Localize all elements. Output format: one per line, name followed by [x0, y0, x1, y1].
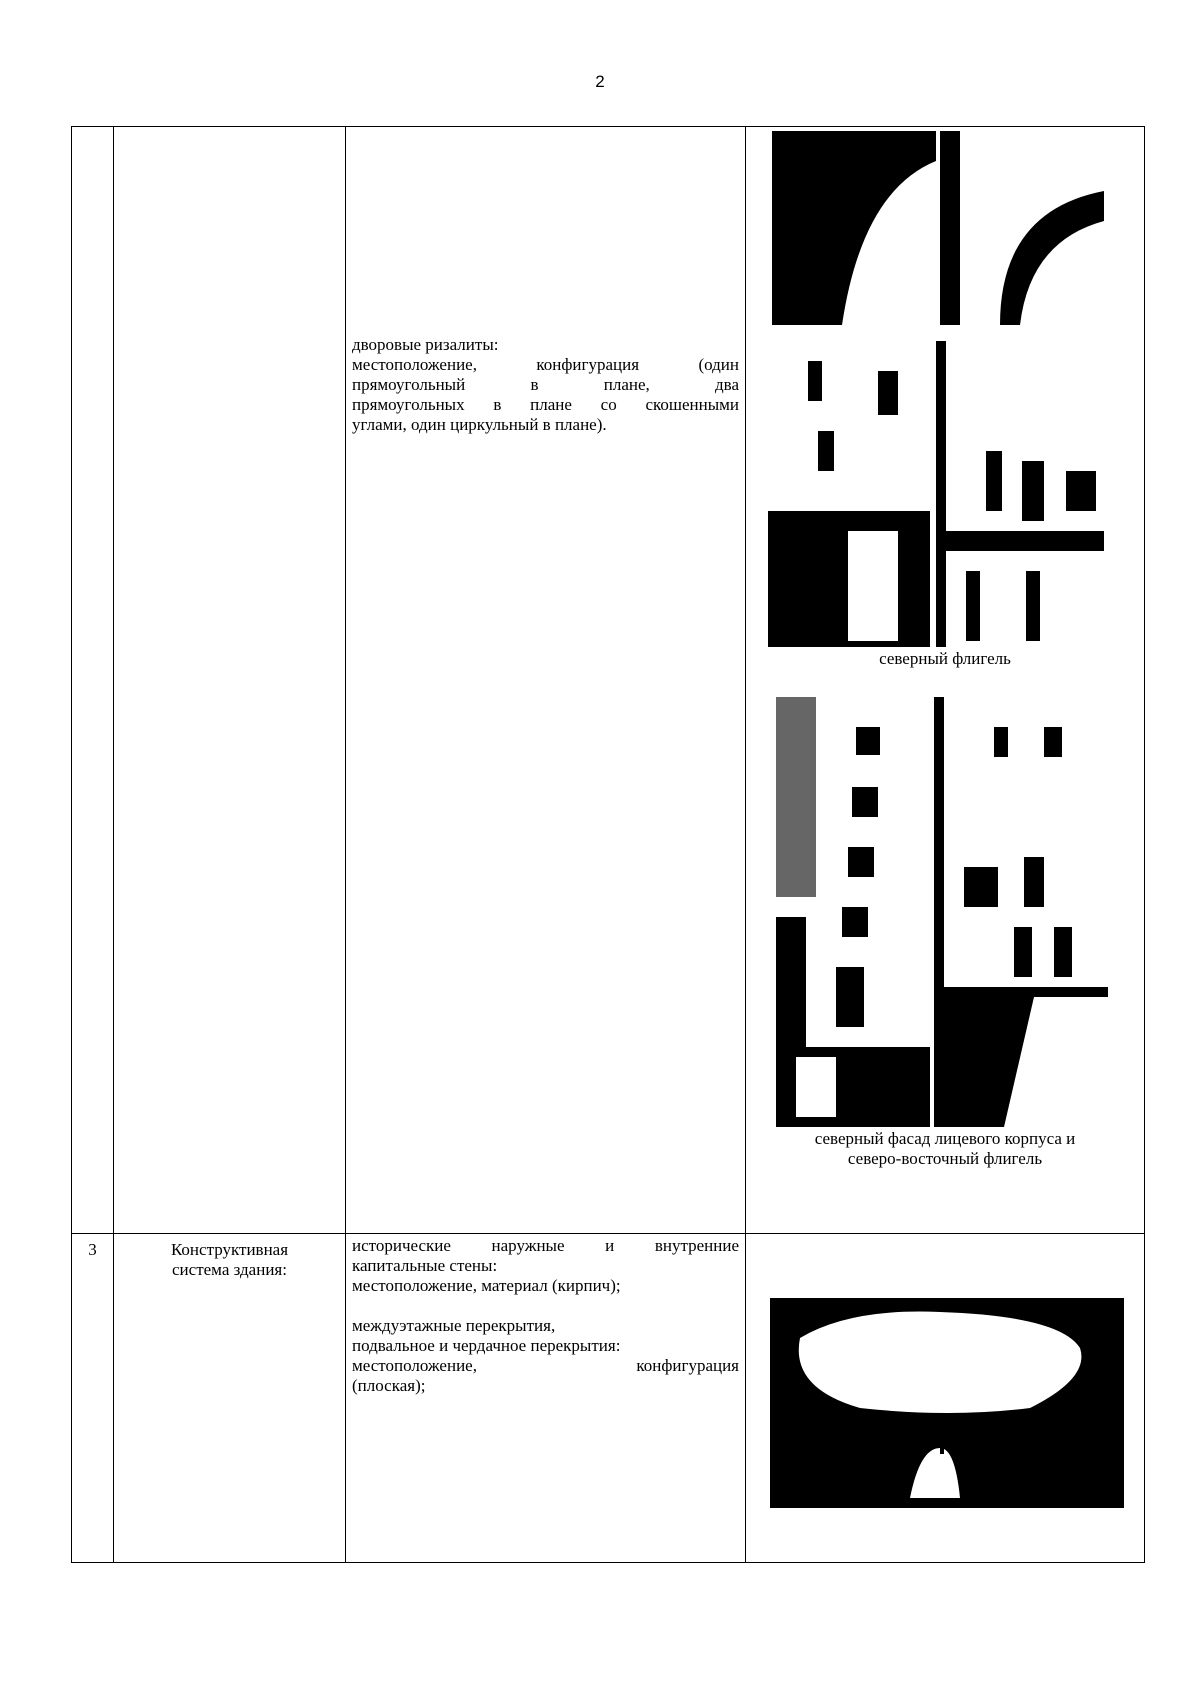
section-title-line: Конструктивная	[170, 1240, 289, 1259]
description-title: дворовые ризалиты:	[352, 335, 499, 354]
floors-line: местоположение, конфигурация	[352, 1356, 739, 1375]
caption-north-facade-line2: северо-восточный флигель	[847, 1149, 1043, 1168]
walls-line: местоположение, материал (кирпич);	[352, 1276, 621, 1295]
description-cell	[346, 1234, 746, 1563]
description-line: местоположение, конфигурация (один	[352, 355, 739, 374]
photo-arch-left	[772, 131, 936, 325]
courtyard-risalits-text	[352, 335, 739, 435]
monument-table	[71, 126, 1145, 1563]
floors-line: (плоская);	[352, 1376, 426, 1395]
photo-vaulted-ceiling	[770, 1298, 1124, 1508]
floors-line: междуэтажные перекрытия,	[352, 1316, 556, 1335]
photo-cell	[746, 1234, 1145, 1563]
table-row	[72, 1234, 1145, 1563]
section-title-line: система здания:	[172, 1260, 287, 1279]
row-number: 3	[72, 1234, 114, 1563]
description-line: прямоугольный в плане, два	[352, 375, 739, 394]
floors-line: подвальное и чердачное перекрытия:	[352, 1336, 621, 1355]
photo-north-wing-right	[936, 341, 1104, 647]
walls-line: исторические наружные и внутренние	[352, 1236, 739, 1255]
caption-north-facade-line1: северный фасад лицевого корпуса и	[814, 1129, 1076, 1148]
walls-line: капитальные стены:	[352, 1256, 498, 1275]
table-row	[72, 127, 1145, 1234]
photo-arch-right	[940, 131, 1104, 325]
caption-north-wing: северный флигель	[879, 649, 1011, 668]
photo-north-facade-left	[776, 697, 930, 1127]
section-cell	[114, 127, 346, 1234]
description-line: углами, один циркульный в плане).	[352, 415, 607, 434]
page-number: 2	[595, 72, 605, 91]
photo-cell	[746, 127, 1145, 1234]
description-cell	[346, 127, 746, 1234]
photo-north-wing-left	[768, 341, 930, 647]
description-line: прямоугольных в плане со скошенными	[352, 395, 739, 414]
photo-north-facade-right	[934, 697, 1108, 1127]
number-cell	[72, 127, 114, 1234]
section-title-cell	[114, 1234, 346, 1563]
